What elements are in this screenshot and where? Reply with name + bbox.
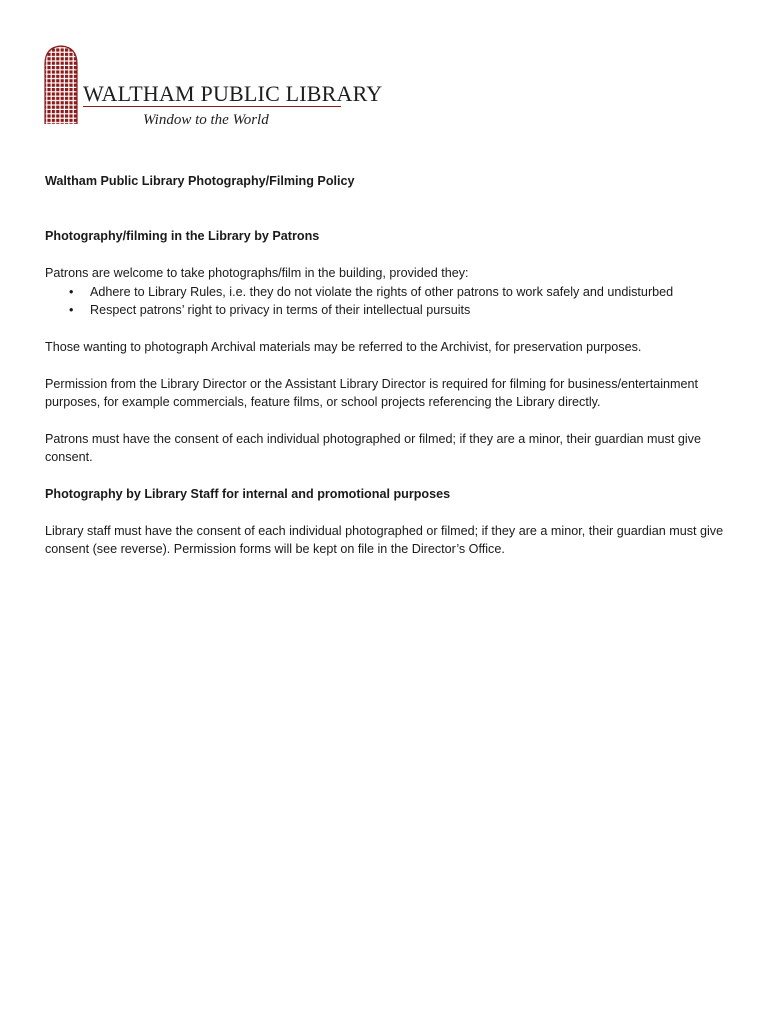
patron-conditions-list (45, 283, 725, 320)
archival-note: Those wanting to photograph Archival materials may be referred to the Archivist, for preservation purposes. (45, 339, 642, 354)
document-title: Waltham Public Library Photography/Filming Policy (45, 174, 355, 188)
permission-note: Permission from the Library Director or the Assistant Library Director is required for filming for business/entertainment purposes, for example commercials, feature films, or school projects referencing the Library directly. (45, 376, 699, 410)
list-item: • Respect patrons’ right to privacy in terms of their intellectual pursuits (90, 301, 725, 320)
policy-content (45, 172, 725, 559)
list-item: • Adhere to Library Rules, i.e. they do not violate the rights of other patrons to work safely and undisturbed (90, 283, 725, 302)
library-name: WALTHAM PUBLIC LIBRARY (83, 81, 383, 106)
library-tagline: Window to the World (143, 112, 269, 128)
staff-note: Library staff must have the consent of each individual photographed or filmed; if they are a minor, their guardian must give consent (see reverse). Permission forms will be kept on file in the Director’s Office. (45, 523, 724, 557)
logo-divider (83, 106, 341, 107)
consent-note: Patrons must have the consent of each individual photographed or filmed; if they are a minor, their guardian must give consent. (45, 431, 701, 465)
section-heading-patrons: Photography/filming in the Library by Patrons (45, 228, 320, 243)
library-logo (43, 44, 383, 130)
library-window-icon (43, 44, 79, 128)
section-heading-staff: Photography by Library Staff for internal and promotional purposes (45, 486, 451, 501)
patrons-intro: Patrons are welcome to take photographs/film in the building, provided they: (45, 266, 469, 281)
